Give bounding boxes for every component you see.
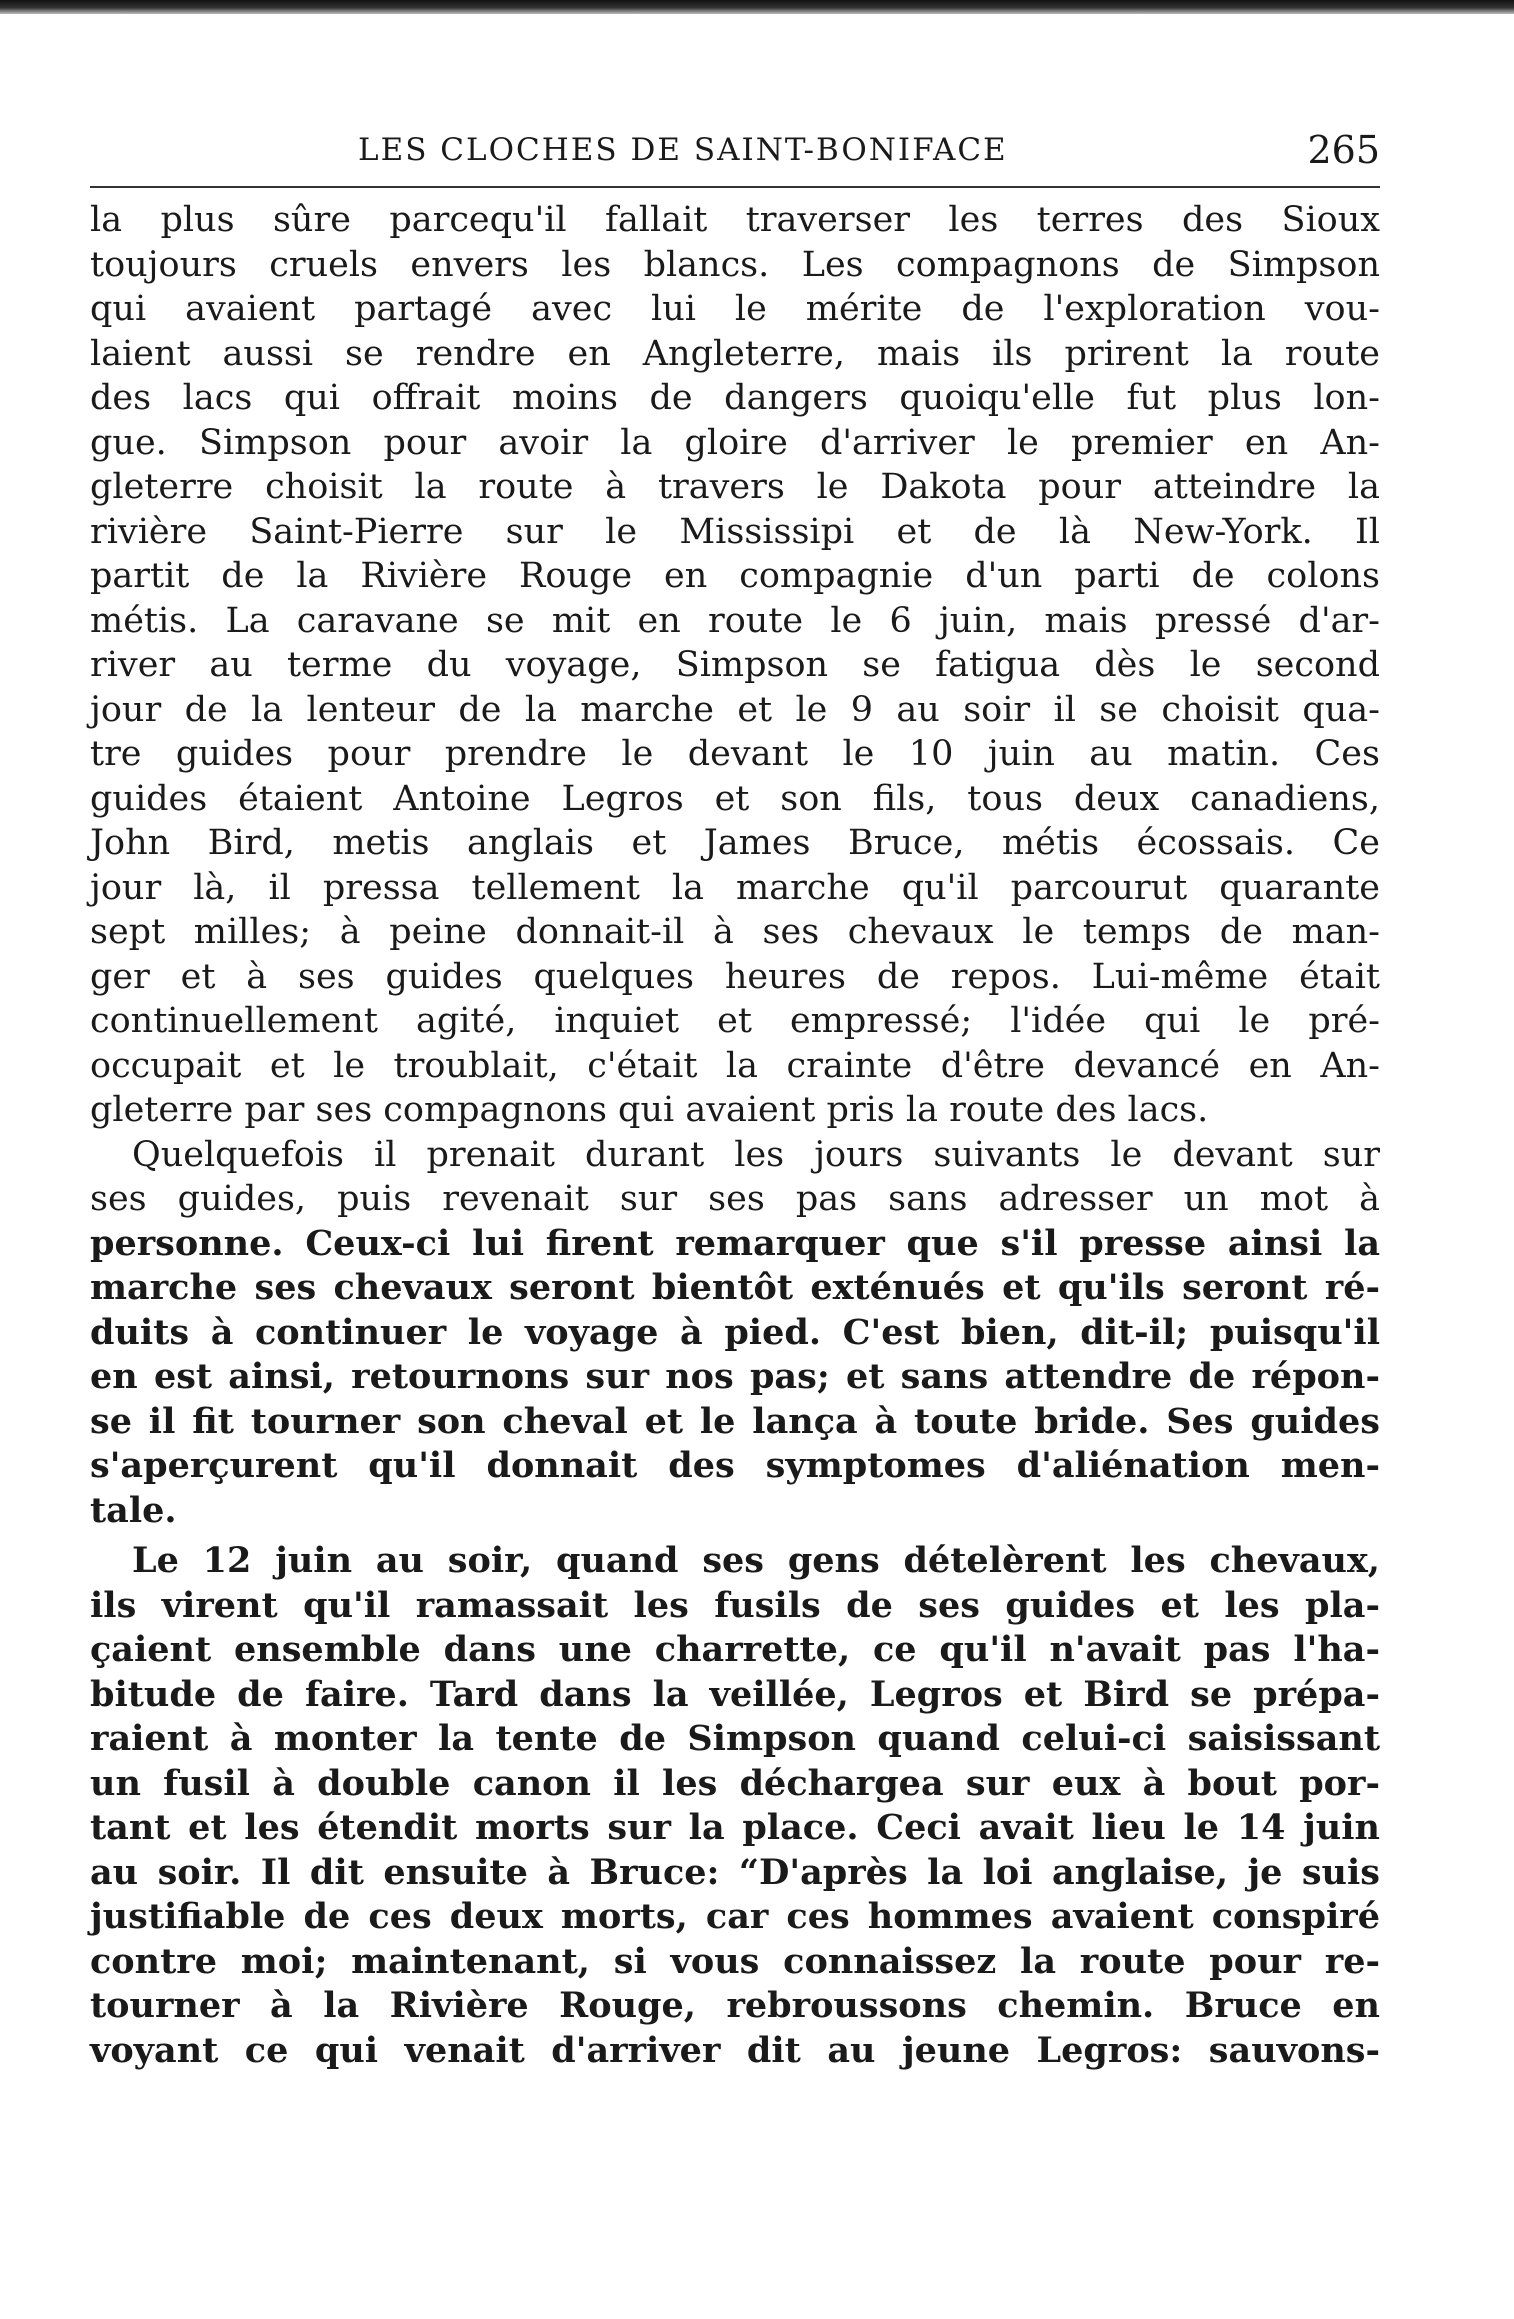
text-line: tale. (90, 1489, 177, 1531)
text-line: rivière Saint-Pierre sur le Mississipi et de là New-York. Il (90, 511, 1380, 552)
text-line: tre guides pour prendre le devant le 10 juin au matin. Ces (90, 734, 1380, 774)
text-line: ses guides, puis revenait sur ses pas sans adresser un mot à (90, 1179, 1380, 1219)
text-line: laient aussi se rendre en Angleterre, mais ils prirent la route (90, 333, 1380, 374)
text-line: jour de la lenteur de la marche et le 9 au soir il se choisit qua- (90, 689, 1380, 730)
text-line: des lacs qui offrait moins de dangers quoiqu'elle fut plus lon- (90, 378, 1380, 418)
text-line: guides étaient Antoine Legros et son fils, tous deux canadiens, (90, 778, 1380, 819)
text-line: s'aperçurent qu'il donnait des symptomes d'aliénation men- (90, 1445, 1380, 1486)
text-line: marche ses chevaux seront bientôt exténués et qu'ils seront ré- (90, 1267, 1380, 1308)
page-top-border (0, 0, 1514, 14)
text-line: toujours cruels envers les blancs. Les compagnons de Simpson (90, 244, 1380, 285)
paragraph-3 (90, 1539, 1380, 2073)
text-line: au soir. Il dit ensuite à Bruce: “D'après la loi anglaise, je suis (90, 1851, 1380, 1893)
text-line: se il fit tourner son cheval et le lança à toute bride. Ses guides (90, 1400, 1380, 1442)
text-line: raient à monter la tente de Simpson quand celui-ci saisissant (90, 1718, 1380, 1759)
page-header (90, 118, 1380, 188)
text-line: en est ainsi, retournons sur nos pas; et sans attendre de répon- (90, 1356, 1380, 1397)
text-line: contre moi; maintenant, si vous connaissez la route pour re- (90, 1940, 1380, 1982)
text-line: ger et à ses guides quelques heures de repos. Lui-même était (90, 956, 1380, 997)
text-line: tourner à la Rivière Rouge, rebroussons chemin. Bruce en (90, 1985, 1380, 2026)
text-line: jour là, il pressa tellement la marche qu'il parcourut quarante (90, 867, 1380, 908)
text-line: occupait et le troublait, c'était la crainte d'être devancé en An- (90, 1045, 1380, 1086)
running-title: LES CLOCHES DE SAINT-BONIFACE (358, 132, 1008, 168)
text-line: duits à continuer le voyage à pied. C'est bien, dit-il; puisqu'il (90, 1311, 1380, 1353)
text-line: ils virent qu'il ramassait les fusils de ses guides et les pla- (90, 1584, 1380, 1626)
body-text (90, 198, 1380, 2073)
text-line: gue. Simpson pour avoir la gloire d'arriver le premier en An- (90, 422, 1380, 463)
paragraph-2 (90, 1133, 1380, 1534)
text-line: river au terme du voyage, Simpson se fatigua dès le second (90, 645, 1380, 685)
text-line: partit de la Rivière Rouge en compagnie d'un parti de colons (90, 556, 1380, 596)
text-line: un fusil à double canon il les déchargea sur eux à bout por- (90, 1762, 1380, 1804)
text-line: la plus sûre parcequ'il fallait traverser les terres des Sioux (90, 200, 1380, 240)
text-line: John Bird, metis anglais et James Bruce, métis écossais. Ce (90, 823, 1380, 863)
page-number: 265 (1307, 128, 1380, 172)
text-line: bitude de faire. Tard dans la veillée, Legros et Bird se prépa- (90, 1673, 1380, 1715)
text-line: gleterre par ses compagnons qui avaient pris la route des lacs. (90, 1090, 1209, 1130)
text-line: continuellement agité, inquiet et empressé; l'idée qui le pré- (90, 1001, 1380, 1041)
text-line: Quelquefois il prenait durant les jours suivants le devant sur (132, 1134, 1380, 1175)
text-line: justifiable de ces deux morts, car ces hommes avaient conspiré (90, 1896, 1380, 1937)
text-line: gleterre choisit la route à travers le Dakota pour atteindre la (90, 467, 1380, 507)
text-line: tant et les étendit morts sur la place. Ceci avait lieu le 14 juin (90, 1807, 1380, 1848)
text-line: voyant ce qui venait d'arriver dit au jeune Legros: sauvons- (90, 2029, 1380, 2071)
text-line: personne. Ceux-ci lui firent remarquer que s'il presse ainsi la (90, 1222, 1380, 1264)
paragraph-1 (90, 198, 1380, 1133)
text-line: métis. La caravane se mit en route le 6 juin, mais pressé d'ar- (90, 600, 1380, 641)
text-line: sept milles; à peine donnait-il à ses chevaux le temps de man- (90, 912, 1380, 952)
text-line: Le 12 juin au soir, quand ses gens dételèrent les chevaux, (132, 1540, 1380, 1581)
text-line: qui avaient partagé avec lui le mérite de l'exploration vou- (90, 289, 1380, 329)
text-line: çaient ensemble dans une charrette, ce qu'il n'avait pas l'ha- (90, 1629, 1380, 1670)
